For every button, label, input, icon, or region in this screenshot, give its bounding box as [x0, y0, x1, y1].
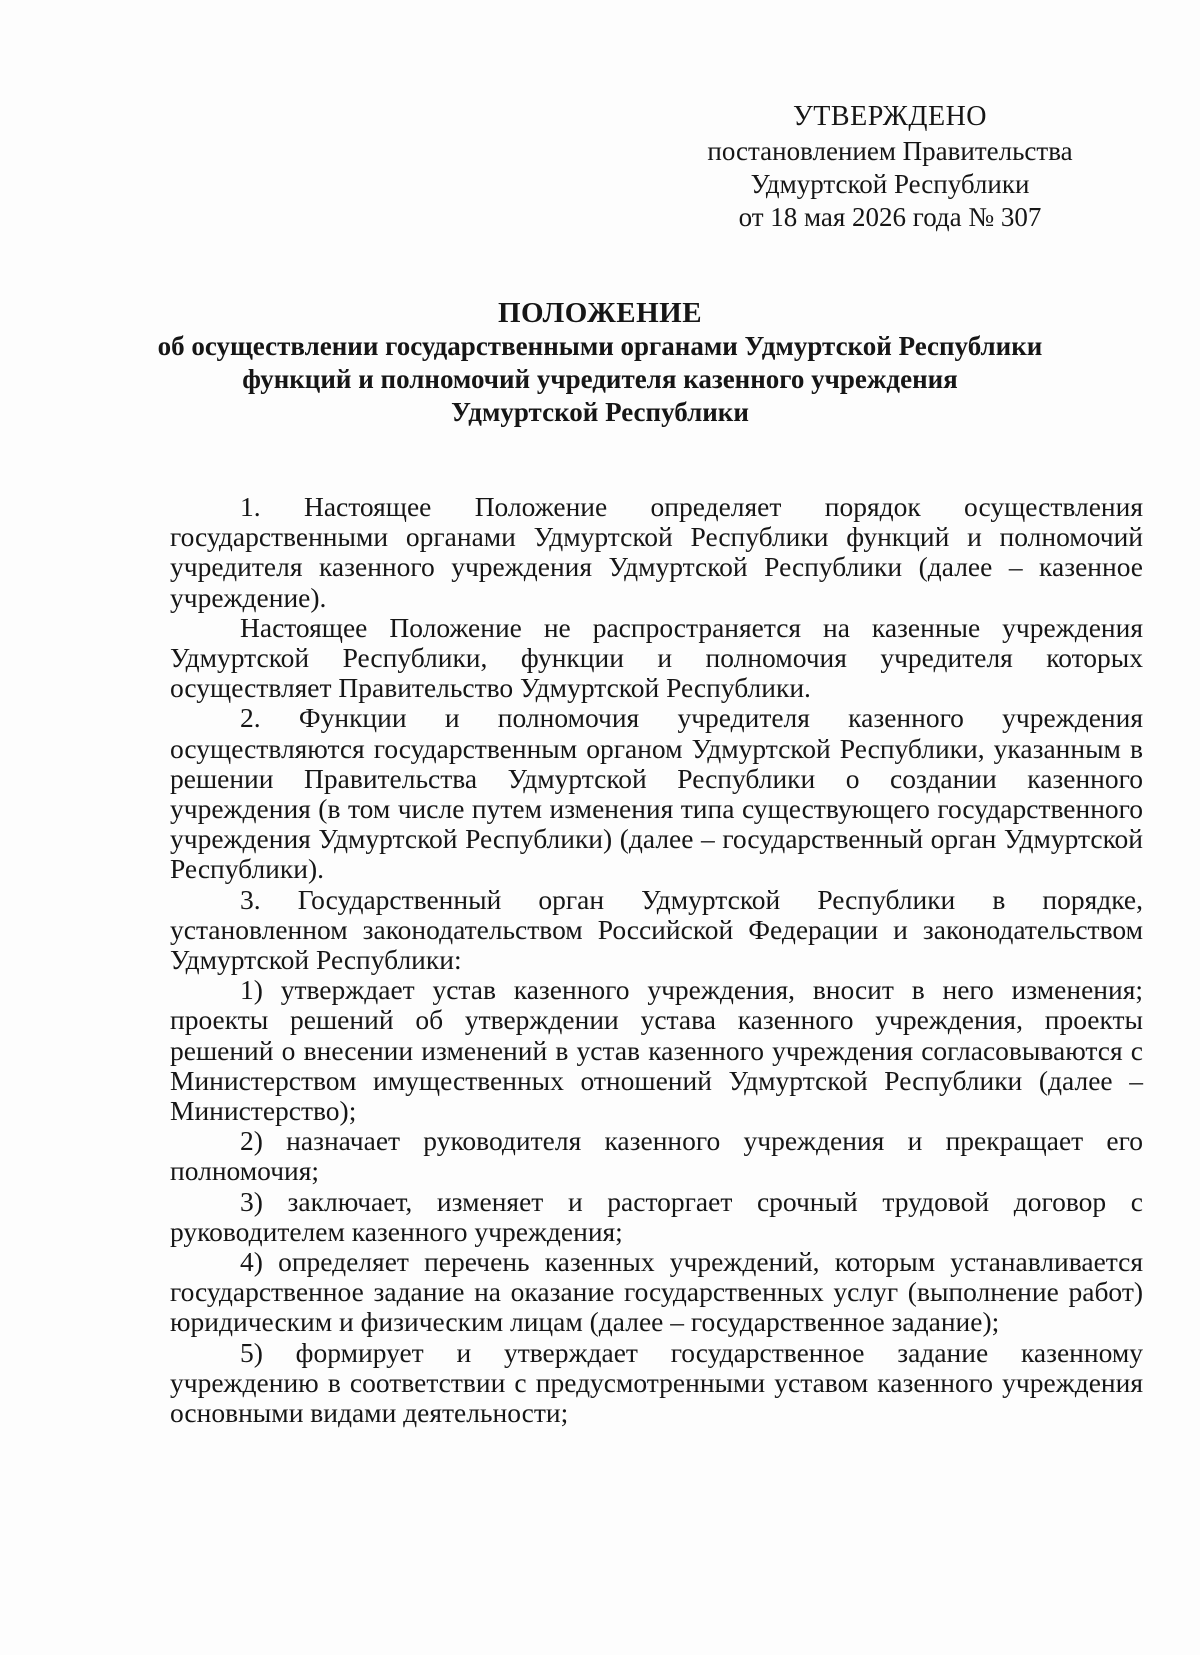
- approval-block: [680, 100, 1100, 234]
- paragraph: Настоящее Положение не распространяется на казенные учреждения Удмуртской Республики, функции и полномочия учредителя которых осуществляет Правительство Удмуртской Республики.: [170, 611, 1143, 704]
- approval-line: постановлением Правительства: [707, 136, 1073, 166]
- paragraph: 1. Настоящее Положение определяет порядок осуществления государственными органами Удмуртской Республики функций и полномочий учредителя казенного учреждения Удмуртской Республики (далее – казенное учреждение).: [170, 491, 1143, 613]
- paragraph: 2. Функции и полномочия учредителя казенного учреждения осуществляются государственным органом Удмуртской Республики, указанным в решении Правительства Удмуртской Республики о создании казенного учреждения (в том числе путем изменения типа существующего государственного учреждения Удмуртской Республики) (далее – государственный орган Удмуртской Республики).: [170, 702, 1143, 885]
- paragraph: 1) утверждает устав казенного учреждения, вносит в него изменения; проекты решений об утверждении устава казенного учреждения, проекты решений о внесении изменений в устав казенного учреждения согласовываются с Министерством имущественных отношений Удмуртской Республики (далее – Министерство);: [170, 974, 1143, 1127]
- document-body: [170, 492, 1143, 1428]
- paragraph: 3. Государственный орган Удмуртской Республики в порядке, установленном законодательством Российской Федерации и законодательством Удмуртской Республики:: [170, 883, 1143, 976]
- paragraph: 3) заключает, изменяет и расторгает срочный трудовой договор с руководителем казенного учреждения;: [170, 1185, 1143, 1247]
- approval-date-line: от 18 мая 2026 года № 307: [738, 202, 1042, 232]
- paragraph: 2) назначает руководителя казенного учреждения и прекращает его полномочия;: [170, 1125, 1143, 1187]
- document-subtitle-line: функций и полномочий учредителя казенного учреждения: [242, 364, 958, 394]
- approval-title: УТВЕРЖДЕНО: [792, 101, 988, 132]
- paragraph: 5) формирует и утверждает государственное задание казенному учреждению в соответствии с предусмотренными уставом казенного учреждения основными видами деятельности;: [170, 1336, 1143, 1429]
- document-title: ПОЛОЖЕНИЕ: [497, 297, 703, 329]
- approval-line: Удмуртской Республики: [750, 169, 1030, 199]
- document-subtitle-line: об осуществлении государственными органами Удмуртской Республики: [157, 331, 1043, 361]
- document-subtitle-line: Удмуртской Республики: [451, 397, 749, 427]
- document-heading: [150, 297, 1050, 429]
- paragraph: 4) определяет перечень казенных учреждений, которым устанавливается государственное задание на оказание государственных услуг (выполнение работ) юридическим и физическим лицам (далее – государственное задание);: [170, 1246, 1143, 1338]
